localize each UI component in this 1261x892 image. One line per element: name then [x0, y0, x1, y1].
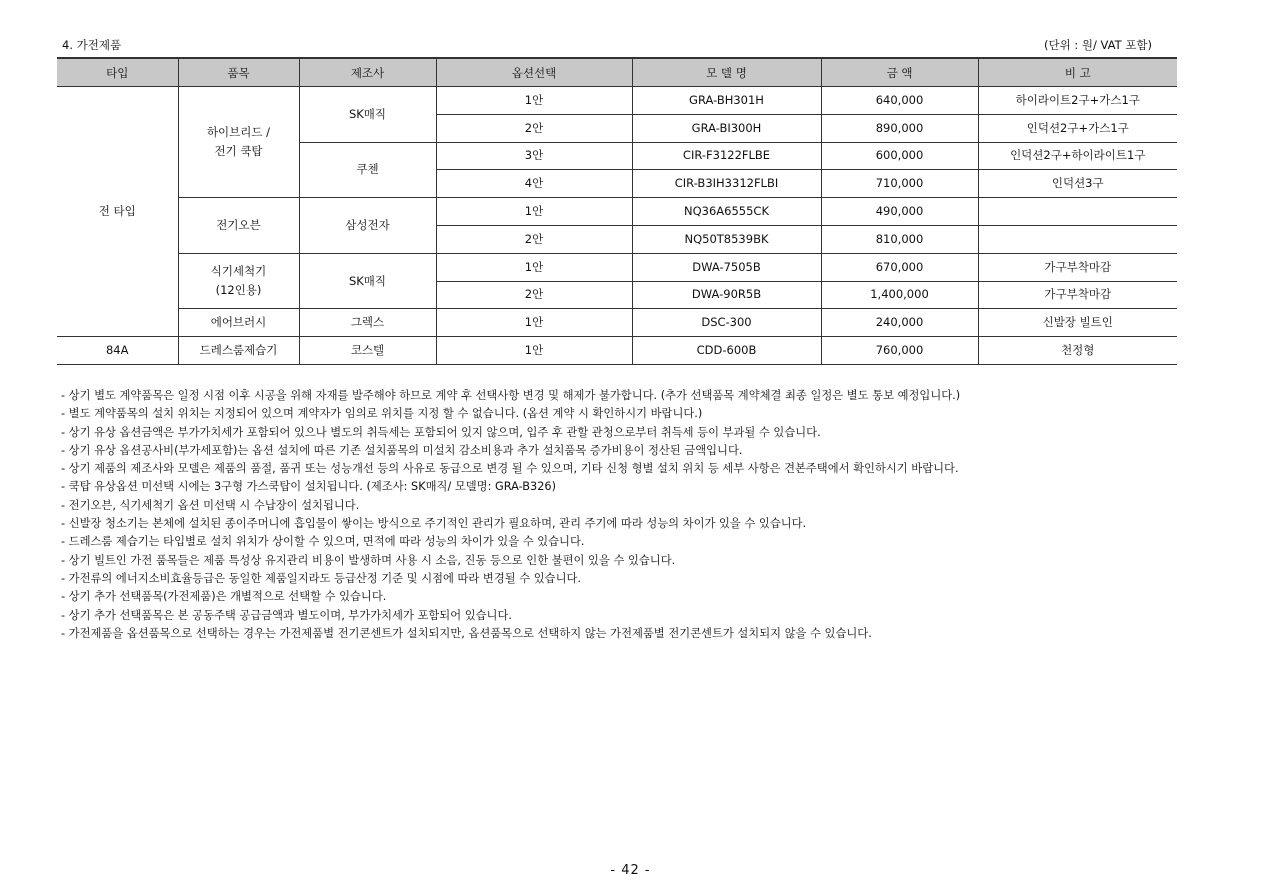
note-cell	[978, 225, 1177, 253]
maker-cell: SK매직	[299, 87, 436, 143]
maker-cell: 코스텔	[299, 337, 436, 365]
notes-list	[61, 387, 960, 643]
column-header-note: 비 고	[978, 58, 1177, 87]
price-cell: 810,000	[821, 225, 978, 253]
column-header-model: 모 델 명	[632, 58, 821, 87]
option-cell: 1안	[436, 87, 632, 115]
option-cell: 2안	[436, 281, 632, 309]
note-item: - 상기 추가 선택품목은 본 공동주택 공급금액과 별도이며, 부가가치세가 포함되어 있습니다.	[61, 608, 512, 622]
note-item: - 쿡탑 유상옵션 미선택 시에는 3구형 가스쿡탑이 설치됩니다. (제조사: SK매직/ 모델명: GRA-B326)	[61, 480, 556, 494]
note-item: - 상기 추가 선택품목(가전제품)은 개별적으로 선택할 수 있습니다.	[61, 590, 387, 604]
item-cell: 식기세척기 (12인용)	[178, 253, 299, 309]
note-item: - 상기 유상 옵션공사비(부가세포함)는 옵션 설치에 따른 기존 설치품목의 미설치 감소비용과 추가 설치품목 증가비용이 정산된 금액입니다.	[61, 443, 743, 457]
note-cell: 가구부착마감	[978, 253, 1177, 281]
note-item: - 신발장 청소기는 본체에 설치된 종이주머니에 흡입물이 쌓이는 방식으로 주기적인 관리가 필요하며, 관리 주기에 따라 성능의 차이가 있을 수 있습니다.	[61, 517, 807, 531]
maker-cell: 쿠첸	[299, 142, 436, 198]
model-cell: DWA-90R5B	[632, 281, 821, 309]
model-cell: CDD-600B	[632, 337, 821, 365]
unit-note: (단위 : 원/ VAT 포함)	[1044, 38, 1153, 52]
note-item: - 별도 계약품목의 설치 위치는 지정되어 있으며 계약자가 임의로 위치를 지정 할 수 없습니다. (옵션 계약 시 확인하시기 바랍니다.)	[61, 407, 703, 421]
model-cell: NQ50T8539BK	[632, 225, 821, 253]
note-item: - 상기 유상 옵션금액은 부가가치세가 포함되어 있으나 별도의 취득세는 포함되어 있지 않으며, 입주 후 관할 관청으로부터 취득세 등이 부과될 수 있습니다.	[61, 425, 821, 439]
price-cell: 600,000	[821, 142, 978, 170]
note-item: - 드레스룸 제습기는 타입별로 설치 위치가 상이할 수 있으며, 면적에 따라 성능의 차이가 있을 수 있습니다.	[61, 535, 585, 549]
table-row	[57, 198, 1177, 226]
table-header-row	[57, 58, 1177, 87]
model-cell: GRA-BH301H	[632, 87, 821, 115]
item-cell: 에어브러시	[178, 309, 299, 337]
price-cell: 490,000	[821, 198, 978, 226]
note-cell: 인덕션2구+하이라이트1구	[978, 142, 1177, 170]
model-cell: GRA-BI300H	[632, 114, 821, 142]
note-item: - 전기오븐, 식기세척기 옵션 미선택 시 수납장이 설치됩니다.	[61, 498, 360, 512]
type-cell: 전 타입	[57, 87, 178, 337]
price-cell: 760,000	[821, 337, 978, 365]
table-row	[57, 309, 1177, 337]
item-cell: 하이브리드 / 전기 쿡탑	[178, 87, 299, 198]
item-cell: 드레스룸제습기	[178, 337, 299, 365]
note-cell: 하이라이트2구+가스1구	[978, 87, 1177, 115]
maker-cell: 그렉스	[299, 309, 436, 337]
option-cell: 2안	[436, 225, 632, 253]
section-title: 4. 가전제품	[62, 38, 122, 52]
note-item: - 상기 별도 계약품목은 일정 시점 이후 시공을 위해 자재를 발주해야 하므로 계약 후 선택사항 변경 및 해제가 불가합니다. (추가 선택품목 계약체결 최종 일정은 별도 통보 예정입니다.)	[61, 389, 961, 402]
option-cell: 3안	[436, 142, 632, 170]
price-cell: 240,000	[821, 309, 978, 337]
note-cell: 인덕션2구+가스1구	[978, 114, 1177, 142]
price-cell: 670,000	[821, 253, 978, 281]
model-cell: DSC-300	[632, 309, 821, 337]
note-cell	[978, 198, 1177, 226]
column-header-price: 금 액	[821, 58, 978, 87]
model-cell: CIR-F3122FLBE	[632, 142, 821, 170]
option-cell: 1안	[436, 198, 632, 226]
note-item: - 가전류의 에너지소비효율등급은 동일한 제품일지라도 등급산정 기준 및 시점에 따라 변경될 수 있습니다.	[61, 571, 582, 585]
maker-cell: SK매직	[299, 253, 436, 309]
page-number: - 42 -	[610, 863, 651, 878]
note-item: - 상기 제품의 제조사와 모델은 제품의 품절, 품귀 또는 성능개선 등의 사유로 동급으로 변경 될 수 있으며, 기타 신청 형별 설치 위치 등 세부 사항은 견본주택에서 확인하시기 바랍니다.	[61, 462, 959, 476]
table-row	[57, 337, 1177, 365]
model-cell: CIR-B3IH3312FLBI	[632, 170, 821, 198]
model-cell: DWA-7505B	[632, 253, 821, 281]
price-cell: 890,000	[821, 114, 978, 142]
option-cell: 2안	[436, 114, 632, 142]
table-row	[57, 253, 1177, 281]
option-cell: 1안	[436, 253, 632, 281]
column-header-type: 타입	[57, 58, 178, 87]
note-cell: 인덕션3구	[978, 170, 1177, 198]
price-cell: 640,000	[821, 87, 978, 115]
maker-cell: 삼성전자	[299, 198, 436, 254]
note-cell: 신발장 빌트인	[978, 309, 1177, 337]
model-cell: NQ36A6555CK	[632, 198, 821, 226]
item-cell: 전기오븐	[178, 198, 299, 254]
column-header-option: 옵션선택	[436, 58, 632, 87]
note-cell: 천정형	[978, 337, 1177, 365]
option-cell: 4안	[436, 170, 632, 198]
note-item: - 상기 빌트인 가전 품목들은 제품 특성상 유지관리 비용이 발생하며 사용 시 소음, 진동 등으로 인한 불편이 있을 수 있습니다.	[61, 553, 676, 567]
column-header-item: 품목	[178, 58, 299, 87]
option-cell: 1안	[436, 309, 632, 337]
column-header-maker: 제조사	[299, 58, 436, 87]
option-cell: 1안	[436, 337, 632, 365]
price-cell: 710,000	[821, 170, 978, 198]
table-row	[57, 87, 1177, 115]
type-cell: 84A	[57, 337, 178, 365]
note-item: - 가전제품을 옵션품목으로 선택하는 경우는 가전제품별 전기콘센트가 설치되지만, 옵션품목으로 선택하지 않는 가전제품별 전기콘센트가 설치되지 않을 수 있습니다.	[61, 626, 872, 640]
appliance-options-table	[57, 57, 1177, 365]
price-cell: 1,400,000	[821, 281, 978, 309]
note-cell: 가구부착마감	[978, 281, 1177, 309]
